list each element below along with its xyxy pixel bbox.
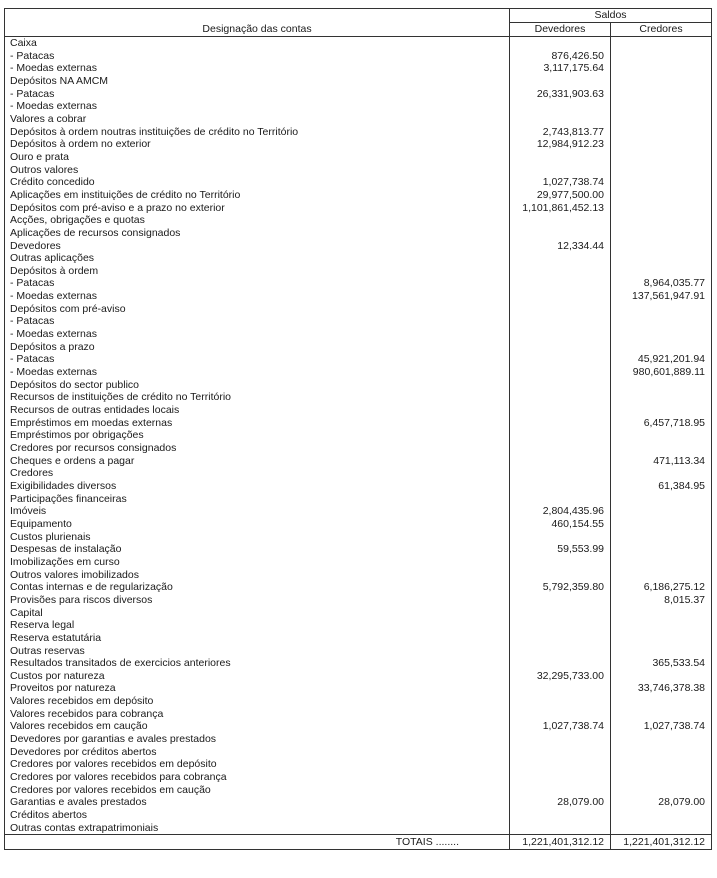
- account-name: Valores recebidos em caução: [5, 720, 510, 733]
- credores-value: [611, 189, 712, 202]
- account-name: Devedores por garantias e avales prestados: [5, 733, 510, 746]
- devedores-value: [510, 771, 611, 784]
- table-row: [5, 518, 712, 531]
- account-rows: [5, 37, 712, 835]
- table-row: [5, 429, 712, 442]
- table-row: [5, 733, 712, 746]
- credores-value: 6,457,718.95: [611, 417, 712, 430]
- credores-value: 61,384.95: [611, 480, 712, 493]
- credores-value: [611, 341, 712, 354]
- devedores-value: [510, 252, 611, 265]
- credores-value: [611, 50, 712, 63]
- account-name: - Moedas externas: [5, 290, 510, 303]
- credores-value: [611, 252, 712, 265]
- account-name: Depósitos à ordem noutras instituições de crédito no Território: [5, 126, 510, 139]
- table-row: [5, 62, 712, 75]
- credores-value: 365,533.54: [611, 657, 712, 670]
- table-row: [5, 505, 712, 518]
- account-name: Caixa: [5, 37, 510, 50]
- account-name: Valores recebidos em depósito: [5, 695, 510, 708]
- credores-value: 1,027,738.74: [611, 720, 712, 733]
- devedores-value: [510, 265, 611, 278]
- credores-value: [611, 75, 712, 88]
- table-row: [5, 822, 712, 835]
- account-name: Imóveis: [5, 505, 510, 518]
- devedores-value: 29,977,500.00: [510, 189, 611, 202]
- credores-value: 45,921,201.94: [611, 353, 712, 366]
- devedores-value: [510, 379, 611, 392]
- devedores-value: [510, 708, 611, 721]
- account-name: Cheques e ordens a pagar: [5, 455, 510, 468]
- credores-value: [611, 227, 712, 240]
- devedores-value: [510, 467, 611, 480]
- devedores-value: [510, 455, 611, 468]
- credores-value: 137,561,947.91: [611, 290, 712, 303]
- table-row: [5, 543, 712, 556]
- table-row: [5, 556, 712, 569]
- credores-value: [611, 265, 712, 278]
- credores-value: [611, 328, 712, 341]
- account-name: Custos por natureza: [5, 670, 510, 683]
- devedores-value: 2,743,813.77: [510, 126, 611, 139]
- account-name: Credores por valores recebidos para cobrança: [5, 771, 510, 784]
- devedores-value: [510, 151, 611, 164]
- account-name: - Moedas externas: [5, 100, 510, 113]
- table-row: [5, 164, 712, 177]
- credores-value: [611, 113, 712, 126]
- header-devedores: Devedores: [510, 23, 611, 37]
- table-row: [5, 796, 712, 809]
- account-name: - Patacas: [5, 88, 510, 101]
- devedores-value: [510, 657, 611, 670]
- table-row: [5, 455, 712, 468]
- credores-value: 8,015.37: [611, 594, 712, 607]
- table-row: [5, 315, 712, 328]
- account-name: Credores por recursos consignados: [5, 442, 510, 455]
- devedores-value: [510, 303, 611, 316]
- table-row: [5, 252, 712, 265]
- header-row-top: [5, 9, 712, 23]
- credores-value: [611, 379, 712, 392]
- devedores-value: [510, 315, 611, 328]
- credores-value: [611, 746, 712, 759]
- credores-value: [611, 214, 712, 227]
- table-row: [5, 391, 712, 404]
- devedores-value: 5,792,359.80: [510, 581, 611, 594]
- devedores-value: 460,154.55: [510, 518, 611, 531]
- table-row: [5, 88, 712, 101]
- table-row: [5, 480, 712, 493]
- table-row: [5, 189, 712, 202]
- devedores-value: [510, 695, 611, 708]
- account-name: Devedores: [5, 240, 510, 253]
- account-name: - Patacas: [5, 315, 510, 328]
- devedores-value: 2,804,435.96: [510, 505, 611, 518]
- devedores-value: [510, 37, 611, 50]
- account-name: Provisões para riscos diversos: [5, 594, 510, 607]
- table-row: [5, 809, 712, 822]
- table-row: [5, 784, 712, 797]
- credores-value: [611, 315, 712, 328]
- devedores-value: 12,334.44: [510, 240, 611, 253]
- credores-value: 28,079.00: [611, 796, 712, 809]
- table-row: [5, 645, 712, 658]
- table-row: [5, 265, 712, 278]
- table-row: [5, 771, 712, 784]
- table-row: [5, 341, 712, 354]
- credores-value: [611, 126, 712, 139]
- credores-value: [611, 708, 712, 721]
- table-row: [5, 277, 712, 290]
- devedores-value: [510, 645, 611, 658]
- account-name: Credores: [5, 467, 510, 480]
- account-name: Recursos de outras entidades locais: [5, 404, 510, 417]
- credores-value: [611, 619, 712, 632]
- devedores-value: 59,553.99: [510, 543, 611, 556]
- credores-value: 8,964,035.77: [611, 277, 712, 290]
- devedores-value: [510, 100, 611, 113]
- credores-value: [611, 202, 712, 215]
- account-name: Equipamento: [5, 518, 510, 531]
- account-name: Depósitos com pré-aviso: [5, 303, 510, 316]
- credores-value: [611, 569, 712, 582]
- credores-value: [611, 695, 712, 708]
- table-row: [5, 695, 712, 708]
- credores-value: [611, 518, 712, 531]
- devedores-value: [510, 227, 611, 240]
- devedores-value: [510, 758, 611, 771]
- devedores-value: [510, 75, 611, 88]
- devedores-value: [510, 404, 611, 417]
- account-name: Depósitos a prazo: [5, 341, 510, 354]
- totals-devedores: 1,221,401,312.12: [510, 835, 611, 850]
- table-row: [5, 493, 712, 506]
- account-name: Valores recebidos para cobrança: [5, 708, 510, 721]
- credores-value: [611, 176, 712, 189]
- table-row: [5, 353, 712, 366]
- account-name: Capital: [5, 607, 510, 620]
- credores-value: [611, 784, 712, 797]
- devedores-value: 28,079.00: [510, 796, 611, 809]
- account-name: Outras contas extrapatrimoniais: [5, 822, 510, 835]
- devedores-value: 1,101,861,452.13: [510, 202, 611, 215]
- credores-value: [611, 138, 712, 151]
- credores-value: [611, 822, 712, 835]
- devedores-value: [510, 531, 611, 544]
- table-row: [5, 100, 712, 113]
- credores-value: [611, 670, 712, 683]
- table-row: [5, 467, 712, 480]
- credores-value: 33,746,378.38: [611, 682, 712, 695]
- devedores-value: [510, 442, 611, 455]
- table-row: [5, 720, 712, 733]
- credores-value: [611, 303, 712, 316]
- table-row: [5, 240, 712, 253]
- account-name: Aplicações em instituições de crédito no Território: [5, 189, 510, 202]
- devedores-value: [510, 682, 611, 695]
- table-row: [5, 214, 712, 227]
- table-row: [5, 670, 712, 683]
- table-row: [5, 75, 712, 88]
- account-name: Credores por valores recebidos em caução: [5, 784, 510, 797]
- table-row: [5, 138, 712, 151]
- table-row: [5, 176, 712, 189]
- credores-value: 471,113.34: [611, 455, 712, 468]
- credores-value: [611, 164, 712, 177]
- devedores-value: [510, 733, 611, 746]
- devedores-value: [510, 632, 611, 645]
- devedores-value: [510, 277, 611, 290]
- devedores-value: 26,331,903.63: [510, 88, 611, 101]
- devedores-value: [510, 391, 611, 404]
- devedores-value: [510, 746, 611, 759]
- account-name: Exigibilidades diversos: [5, 480, 510, 493]
- account-name: Credores por valores recebidos em depósito: [5, 758, 510, 771]
- account-name: Contas internas e de regularização: [5, 581, 510, 594]
- account-name: Reserva estatutária: [5, 632, 510, 645]
- credores-value: [611, 543, 712, 556]
- devedores-value: [510, 417, 611, 430]
- table-row: [5, 531, 712, 544]
- devedores-value: [510, 809, 611, 822]
- table-row: [5, 328, 712, 341]
- devedores-value: 12,984,912.23: [510, 138, 611, 151]
- devedores-value: 1,027,738.74: [510, 176, 611, 189]
- table-row: [5, 202, 712, 215]
- credores-value: [611, 467, 712, 480]
- totals-credores: 1,221,401,312.12: [611, 835, 712, 850]
- devedores-value: [510, 341, 611, 354]
- credores-value: [611, 404, 712, 417]
- account-name: Garantias e avales prestados: [5, 796, 510, 809]
- account-name: Recursos de instituições de crédito no Território: [5, 391, 510, 404]
- table-row: [5, 126, 712, 139]
- credores-value: [611, 645, 712, 658]
- account-name: Devedores por créditos abertos: [5, 746, 510, 759]
- header-saldos: Saldos: [510, 9, 712, 23]
- credores-value: [611, 240, 712, 253]
- credores-value: [611, 151, 712, 164]
- devedores-value: [510, 493, 611, 506]
- table-row: [5, 290, 712, 303]
- devedores-value: [510, 429, 611, 442]
- account-name: - Patacas: [5, 353, 510, 366]
- account-name: Participações financeiras: [5, 493, 510, 506]
- account-name: - Patacas: [5, 277, 510, 290]
- devedores-value: [510, 366, 611, 379]
- devedores-value: [510, 214, 611, 227]
- account-name: - Patacas: [5, 50, 510, 63]
- table-row: [5, 442, 712, 455]
- credores-value: [611, 733, 712, 746]
- credores-value: [611, 758, 712, 771]
- account-name: Ouro e prata: [5, 151, 510, 164]
- table-row: [5, 758, 712, 771]
- devedores-value: [510, 113, 611, 126]
- account-name: Outros valores imobilizados: [5, 569, 510, 582]
- credores-value: 980,601,889.11: [611, 366, 712, 379]
- credores-value: 6,186,275.12: [611, 581, 712, 594]
- table-row: [5, 746, 712, 759]
- table-row: [5, 607, 712, 620]
- account-name: Depósitos do sector publico: [5, 379, 510, 392]
- table-row: [5, 682, 712, 695]
- devedores-value: [510, 569, 611, 582]
- credores-value: [611, 632, 712, 645]
- devedores-value: [510, 556, 611, 569]
- account-name: - Moedas externas: [5, 62, 510, 75]
- credores-value: [611, 88, 712, 101]
- account-name: Depósitos à ordem: [5, 265, 510, 278]
- table-row: [5, 594, 712, 607]
- table-row: [5, 50, 712, 63]
- account-name: Resultados transitados de exercicios anteriores: [5, 657, 510, 670]
- account-name: Créditos abertos: [5, 809, 510, 822]
- account-name: Outras reservas: [5, 645, 510, 658]
- credores-value: [611, 493, 712, 506]
- devedores-value: [510, 353, 611, 366]
- account-name: Depósitos à ordem no exterior: [5, 138, 510, 151]
- account-name: - Moedas externas: [5, 328, 510, 341]
- account-name: Depósitos NA AMCM: [5, 75, 510, 88]
- account-name: Empréstimos em moedas externas: [5, 417, 510, 430]
- table-row: [5, 708, 712, 721]
- account-name: Custos plurienais: [5, 531, 510, 544]
- table-row: [5, 366, 712, 379]
- table-row: [5, 417, 712, 430]
- devedores-value: [510, 784, 611, 797]
- table-row: [5, 581, 712, 594]
- table-row: [5, 569, 712, 582]
- account-name: Reserva legal: [5, 619, 510, 632]
- totals-row: [5, 835, 712, 850]
- credores-value: [611, 505, 712, 518]
- table-row: [5, 227, 712, 240]
- credores-value: [611, 531, 712, 544]
- account-name: Imobilizações em curso: [5, 556, 510, 569]
- account-name: Valores a cobrar: [5, 113, 510, 126]
- credores-value: [611, 100, 712, 113]
- devedores-value: [510, 290, 611, 303]
- credores-value: [611, 429, 712, 442]
- devedores-value: [510, 328, 611, 341]
- accounts-table: [4, 8, 712, 850]
- account-name: Outros valores: [5, 164, 510, 177]
- devedores-value: 32,295,733.00: [510, 670, 611, 683]
- credores-value: [611, 556, 712, 569]
- header-designation: Designação das contas: [5, 9, 510, 37]
- credores-value: [611, 37, 712, 50]
- account-name: Despesas de instalação: [5, 543, 510, 556]
- header-credores: Credores: [611, 23, 712, 37]
- devedores-value: [510, 607, 611, 620]
- account-name: Acções, obrigações e quotas: [5, 214, 510, 227]
- devedores-value: [510, 480, 611, 493]
- table-row: [5, 379, 712, 392]
- credores-value: [611, 607, 712, 620]
- account-name: Crédito concedido: [5, 176, 510, 189]
- table-row: [5, 37, 712, 50]
- table-row: [5, 404, 712, 417]
- account-name: - Moedas externas: [5, 366, 510, 379]
- balance-sheet: [4, 8, 711, 870]
- totals-label: TOTAIS ........: [5, 835, 510, 850]
- table-row: [5, 632, 712, 645]
- account-name: Outras aplicações: [5, 252, 510, 265]
- account-name: Aplicações de recursos consignados: [5, 227, 510, 240]
- credores-value: [611, 809, 712, 822]
- account-name: Empréstimos por obrigações: [5, 429, 510, 442]
- table-row: [5, 619, 712, 632]
- credores-value: [611, 391, 712, 404]
- credores-value: [611, 62, 712, 75]
- devedores-value: [510, 619, 611, 632]
- devedores-value: 3,117,175.64: [510, 62, 611, 75]
- table-row: [5, 657, 712, 670]
- devedores-value: [510, 822, 611, 835]
- devedores-value: 876,426.50: [510, 50, 611, 63]
- account-name: Proveitos por natureza: [5, 682, 510, 695]
- table-row: [5, 151, 712, 164]
- devedores-value: 1,027,738.74: [510, 720, 611, 733]
- credores-value: [611, 771, 712, 784]
- credores-value: [611, 442, 712, 455]
- devedores-value: [510, 164, 611, 177]
- devedores-value: [510, 594, 611, 607]
- account-name: Depósitos com pré-aviso e a prazo no exterior: [5, 202, 510, 215]
- table-row: [5, 113, 712, 126]
- table-row: [5, 303, 712, 316]
